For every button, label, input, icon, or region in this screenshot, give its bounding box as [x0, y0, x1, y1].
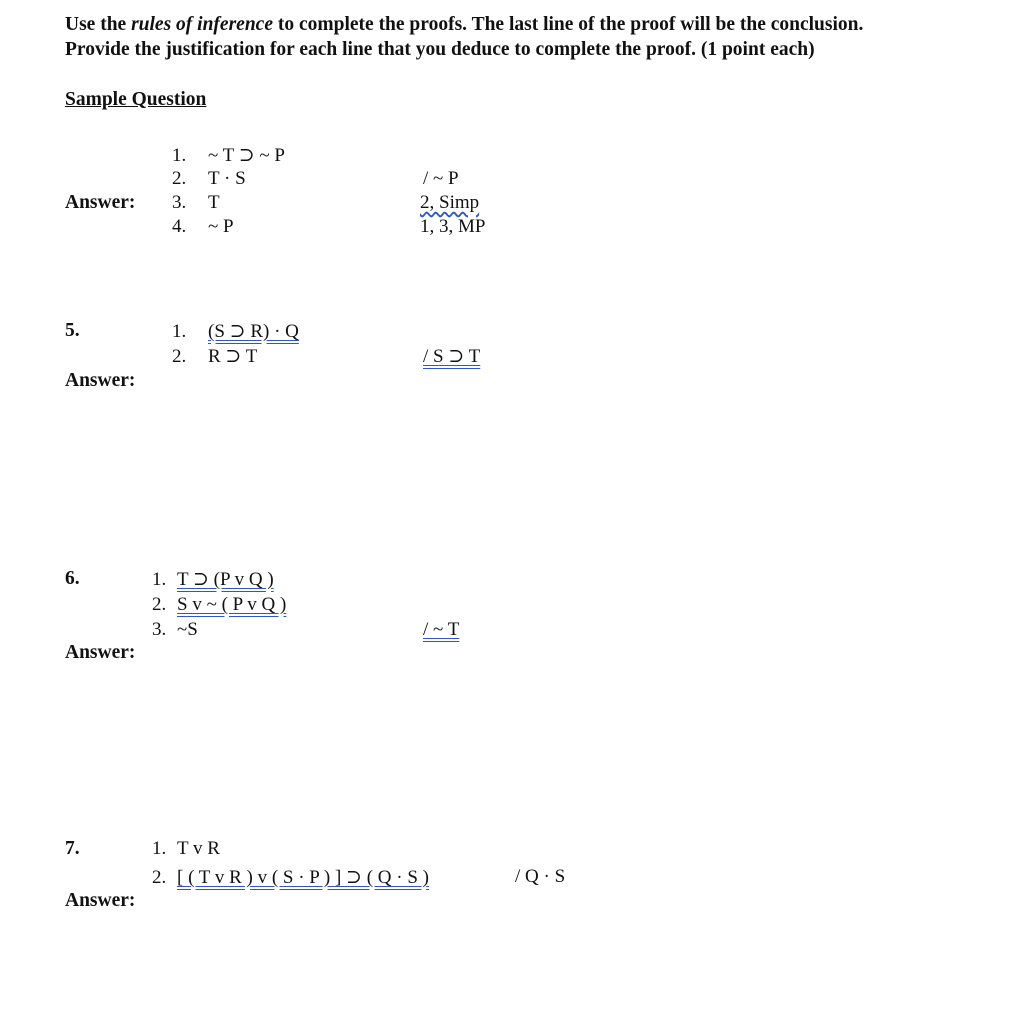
- q6-conclusion: / ~ T: [423, 619, 460, 640]
- q7-answer-label: Answer:: [65, 890, 136, 911]
- q6-answer-label: Answer:: [65, 642, 136, 663]
- sample-line-3: 3. T: [172, 192, 220, 213]
- q5-conclusion: / S ⊃ T: [423, 346, 481, 367]
- sample-justification-1: 2, Simp: [420, 192, 480, 213]
- q5-label: 5.: [65, 320, 80, 341]
- sample-line-1: 1. ~ T ⊃ ~ P: [172, 145, 285, 166]
- q7-conclusion: / Q · S: [515, 866, 566, 887]
- q6-line-3: 3. ~S: [152, 619, 198, 640]
- instructions-line-2: Provide the justification for each line that you deduce to complete the proof. (1 point each): [65, 39, 815, 60]
- sample-heading: Sample Question: [65, 89, 207, 110]
- instructions: [65, 12, 863, 62]
- q6-line-2: 2. S v ~ ( P v Q ): [152, 594, 287, 615]
- sample-answer-label: Answer:: [65, 192, 136, 213]
- instructions-line-1: Use the rules of inference to complete the proofs. The last line of the proof will be the conclusion.: [65, 14, 864, 35]
- sample-line-2: 2. T · S: [172, 168, 246, 189]
- sample-line-4: 4. ~ P: [172, 216, 234, 237]
- q7-line-2: 2. [ ( T v R ) v ( S · P ) ] ⊃ ( Q · S ): [152, 867, 430, 888]
- q7-line-1: 1. T v R: [152, 838, 220, 859]
- q5-line-1: 1. (S ⊃ R) · Q: [172, 321, 299, 342]
- q7-label: 7.: [65, 838, 80, 859]
- sample-justification-2: 1, 3, MP: [420, 216, 486, 237]
- q5-answer-label: Answer:: [65, 370, 136, 391]
- q5-line-2: 2. R ⊃ T: [172, 346, 258, 367]
- sample-conclusion: / ~ P: [423, 168, 459, 189]
- q6-label: 6.: [65, 568, 80, 589]
- q6-line-1: 1. T ⊃ (P v Q ): [152, 569, 274, 590]
